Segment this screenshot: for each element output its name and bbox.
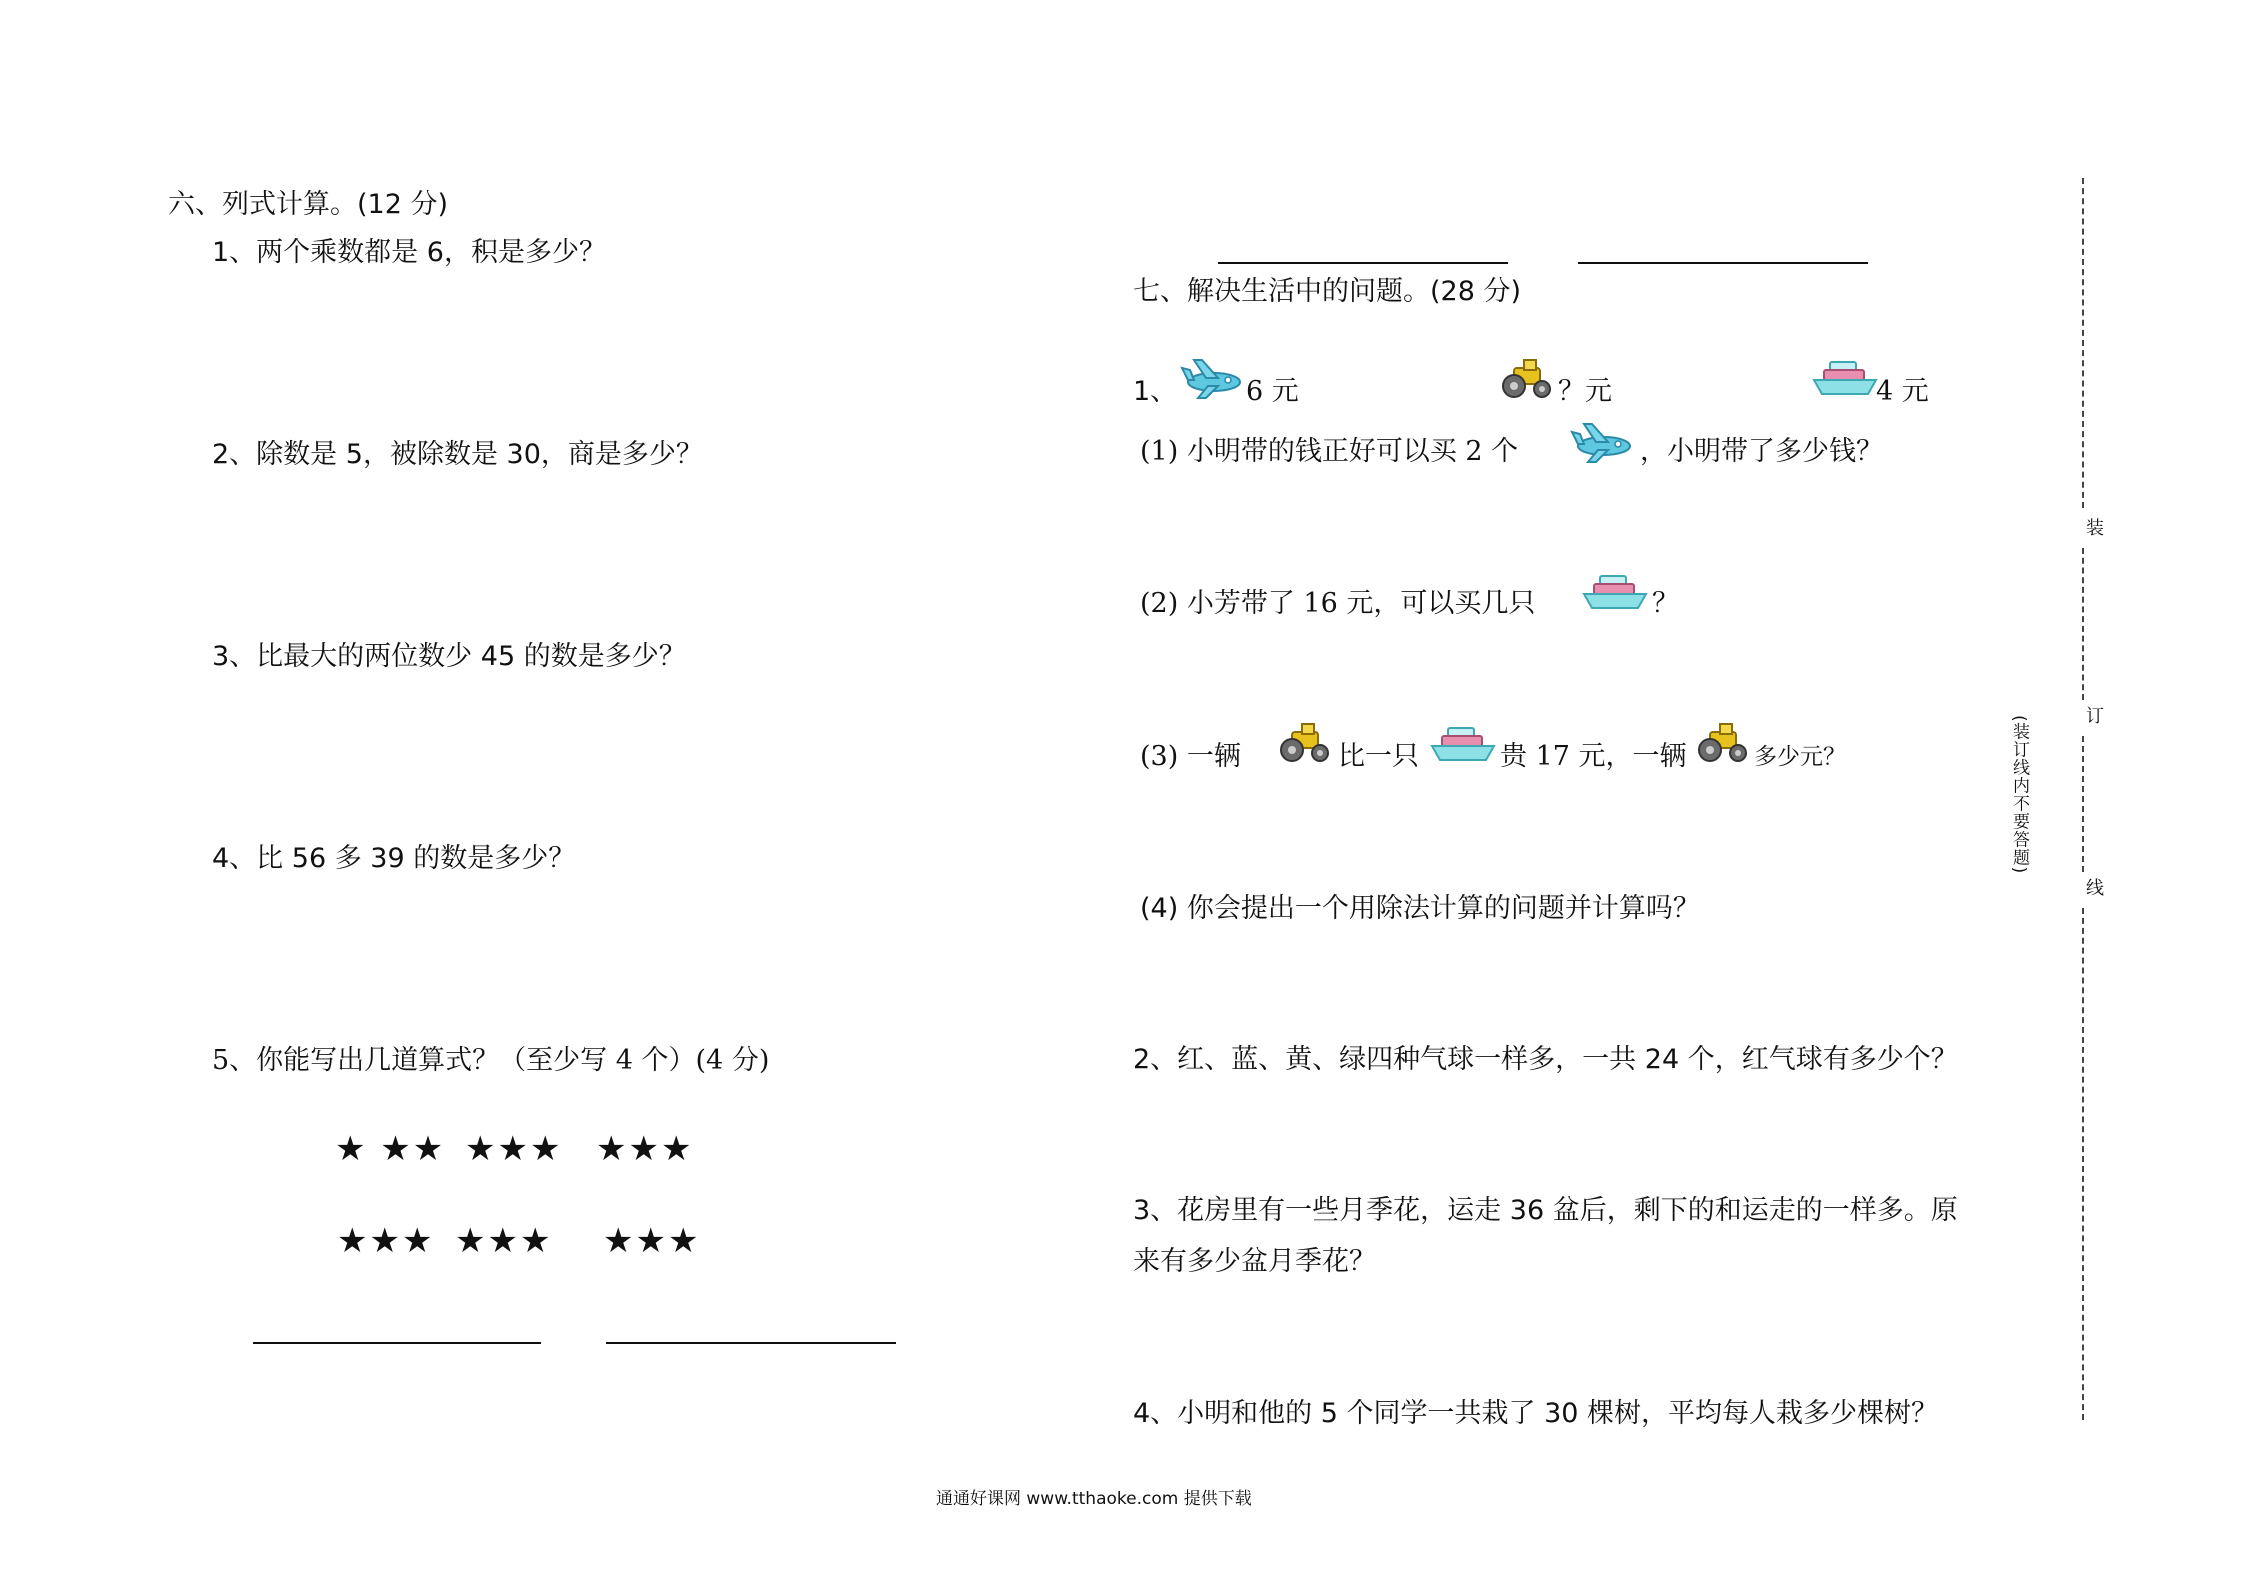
section-seven-title: 七、解决生活中的问题。(28 分) [1133,276,1522,307]
binding-dash-4 [2082,908,2084,1420]
sub-question-3-text-a: (3) 一辆 [1140,741,1241,772]
sub-question-3-text-c: 贵 17 元，一辆 [1500,741,1687,772]
sub-question-2-text-a: (2) 小芳带了 16 元，可以买几只 [1140,588,1536,619]
star-group-5: ★★★ [455,1221,553,1261]
question-7-1-label: 1、 [1133,376,1178,407]
tractor-icon [1276,720,1332,764]
star-group-6: ★★★ [603,1221,701,1261]
sub-question-1-text-a: (1) 小明带的钱正好可以买 2 个 [1140,436,1519,467]
airplane-icon [1570,420,1634,464]
airplane-icon [1180,356,1244,400]
footer-source: 通通好课网 www.tthaoke.com 提供下载 [936,1489,1252,1509]
answer-line-left-1[interactable] [253,1342,541,1344]
sub-question-1-text-b: ，小明带了多少钱？ [1640,436,1883,467]
binding-label-ding: 订 [2086,706,2104,727]
star-group-2: ★★★ [465,1129,563,1169]
question-6-4: 4、比 56 多 39 的数是多少？ [212,843,576,874]
boat-icon [1812,354,1878,398]
sub-question-4: (4) 你会提出一个用除法计算的问题并计算吗？ [1140,893,1700,924]
star-group-3: ★★★ [596,1129,694,1169]
binding-note: (装订线内不要答题) [2009,715,2029,875]
binding-dash-2 [2082,548,2084,700]
sub-question-2-text-b: ？ [1652,588,1679,619]
star-group-1: ★ ★★ [335,1129,446,1169]
boat-icon [1430,720,1496,764]
star-group-4: ★★★ [337,1221,435,1261]
question-6-2: 2、除数是 5，被除数是 30，商是多少？ [212,439,703,470]
header-line-1[interactable] [1218,262,1508,264]
header-line-2[interactable] [1578,262,1868,264]
binding-label-xian: 线 [2086,878,2104,899]
binding-dash-1 [2082,178,2084,508]
section-six-title: 六、列式计算。(12 分) [168,189,449,220]
question-7-2: 2、红、蓝、黄、绿四种气球一样多，一共 24 个，红气球有多少个？ [1133,1044,1958,1075]
binding-dash-3 [2082,736,2084,872]
question-6-1: 1、两个乘数都是 6，积是多少？ [212,237,606,268]
tractor-icon [1498,356,1554,400]
question-6-3: 3、比最大的两位数少 45 的数是多少？ [212,641,686,672]
question-7-4: 4、小明和他的 5 个同学一共栽了 30 棵树，平均每人栽多少棵树？ [1133,1398,1939,1429]
price-plane: 6 元 [1246,376,1299,407]
sub-question-3-text-d: 多少元？ [1754,744,1846,770]
price-boat: 4 元 [1876,376,1929,407]
sub-question-3-text-b: 比一只 [1338,741,1419,772]
question-7-3-line-1: 3、花房里有一些月季花，运走 36 盆后，剩下的和运走的一样多。原 [1133,1195,1958,1226]
binding-label-zhuang: 装 [2086,518,2104,539]
answer-line-left-2[interactable] [606,1342,896,1344]
boat-icon [1582,568,1648,612]
question-6-5: 5、你能写出几道算式？（至少写 4 个）(4 分) [212,1045,770,1076]
tractor-icon [1694,720,1750,764]
question-7-3-line-2: 来有多少盆月季花？ [1133,1246,1376,1277]
price-car: ？元 [1558,376,1612,407]
